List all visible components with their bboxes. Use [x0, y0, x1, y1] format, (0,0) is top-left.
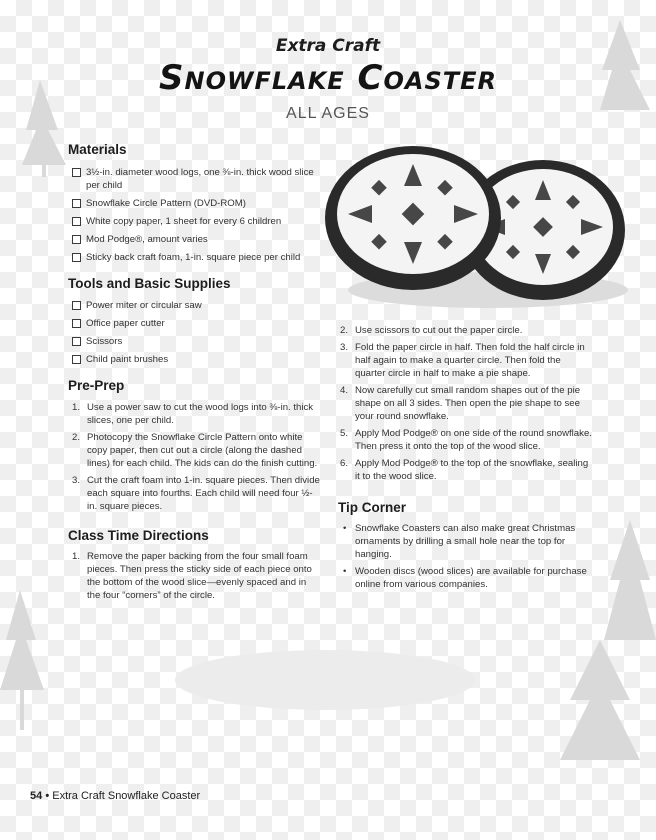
pre-prep-steps: [68, 401, 320, 517]
tip-corner-heading: Tip Corner: [338, 500, 407, 515]
class-time-heading: Class Time Directions: [68, 528, 209, 543]
list-item: Sticky back craft foam, 1-in. square piece per child: [68, 251, 318, 264]
list-item: Scissors: [68, 335, 318, 348]
list-item: • Snowflake Coasters can also make great Christmas ornaments by drilling a small hole near the top for hanging.: [343, 523, 576, 560]
pre-prep-heading: Pre-Prep: [68, 378, 125, 393]
step-item: 6. Apply Mod Podge® to the top of the snowflake, sealing it to the wood slice.: [340, 458, 589, 482]
list-item: White copy paper, 1 sheet for every 6 children: [68, 215, 318, 228]
class-time-steps-left: [68, 550, 320, 606]
page-title: Snowflake Coaster: [159, 58, 497, 98]
footer-separator: •: [45, 790, 50, 802]
checkbox-icon[interactable]: [72, 217, 81, 226]
list-item: Office paper cutter: [68, 317, 318, 330]
step-item: 2. Use scissors to cut out the paper circle.: [340, 325, 523, 336]
checkbox-icon[interactable]: [72, 199, 81, 208]
checkbox-icon[interactable]: [72, 301, 81, 310]
tip-corner-list: [336, 522, 592, 595]
footer-label: Extra Craft Snowflake Coaster: [52, 790, 201, 802]
step-item: 2. Photocopy the Snowflake Circle Pattern onto white copy paper, then cut out a circle (along the dashed lines) for each child. The kids can do the finish cutting.: [72, 432, 318, 469]
materials-heading: Materials: [68, 142, 127, 157]
list-item: 3½-in. diameter wood logs, one ⅜-in. thick wood slice per child: [68, 166, 318, 192]
list-item: Power miter or circular saw: [68, 299, 318, 312]
page-number: 54: [30, 790, 43, 802]
step-item: 5. Apply Mod Podge® on one side of the round snowflake. Then press it onto the top of the wood slice.: [340, 428, 592, 452]
list-item: Snowflake Circle Pattern (DVD-ROM): [68, 197, 318, 210]
list-item: • Wooden discs (wood slices) are available for purchase online from various companies.: [343, 566, 587, 590]
step-item: 4. Now carefully cut small random shapes out of the pie shape on all 3 sides. Then open the pie shape to see your round snowflake.: [340, 385, 581, 422]
class-time-steps-right: [336, 324, 592, 487]
step-item: 1. Use a power saw to cut the wood logs into ⅜-in. thick slices, one per child.: [72, 402, 314, 426]
checkbox-icon[interactable]: [72, 168, 81, 177]
page-footer: [30, 790, 200, 802]
tools-list: [68, 299, 318, 371]
snowflake-coaster-illustration: [318, 140, 636, 312]
checkbox-icon[interactable]: [72, 253, 81, 262]
header-subtitle: Extra Craft: [275, 36, 381, 56]
step-item: 3. Cut the craft foam into 1-in. square pieces. Then divide each square into fourths. Each child will need four ½-in. square pieces.: [72, 475, 320, 512]
list-item: Mod Podge®, amount varies: [68, 233, 318, 246]
list-item: Child paint brushes: [68, 353, 318, 366]
step-item: 1. Remove the paper backing from the four small foam pieces. Then press the sticky side of each piece onto the bottom of the wood slice—evenly spaced and in the four “corners” of the circle.: [72, 551, 312, 601]
bullet-icon: •: [343, 523, 347, 534]
checkbox-icon[interactable]: [72, 319, 81, 328]
bullet-icon: •: [343, 566, 347, 577]
age-range: ALL AGES: [286, 105, 370, 122]
checkbox-icon[interactable]: [72, 337, 81, 346]
checkbox-icon[interactable]: [72, 355, 81, 364]
materials-list: [68, 166, 318, 269]
coaster-left: [325, 146, 501, 290]
step-item: 3. Fold the paper circle in half. Then fold the half circle in half again to make a quarter circle. Then fold the quarter circle in half to make a pie shape.: [340, 342, 585, 379]
checkbox-icon[interactable]: [72, 235, 81, 244]
tools-heading: Tools and Basic Supplies: [68, 276, 231, 291]
